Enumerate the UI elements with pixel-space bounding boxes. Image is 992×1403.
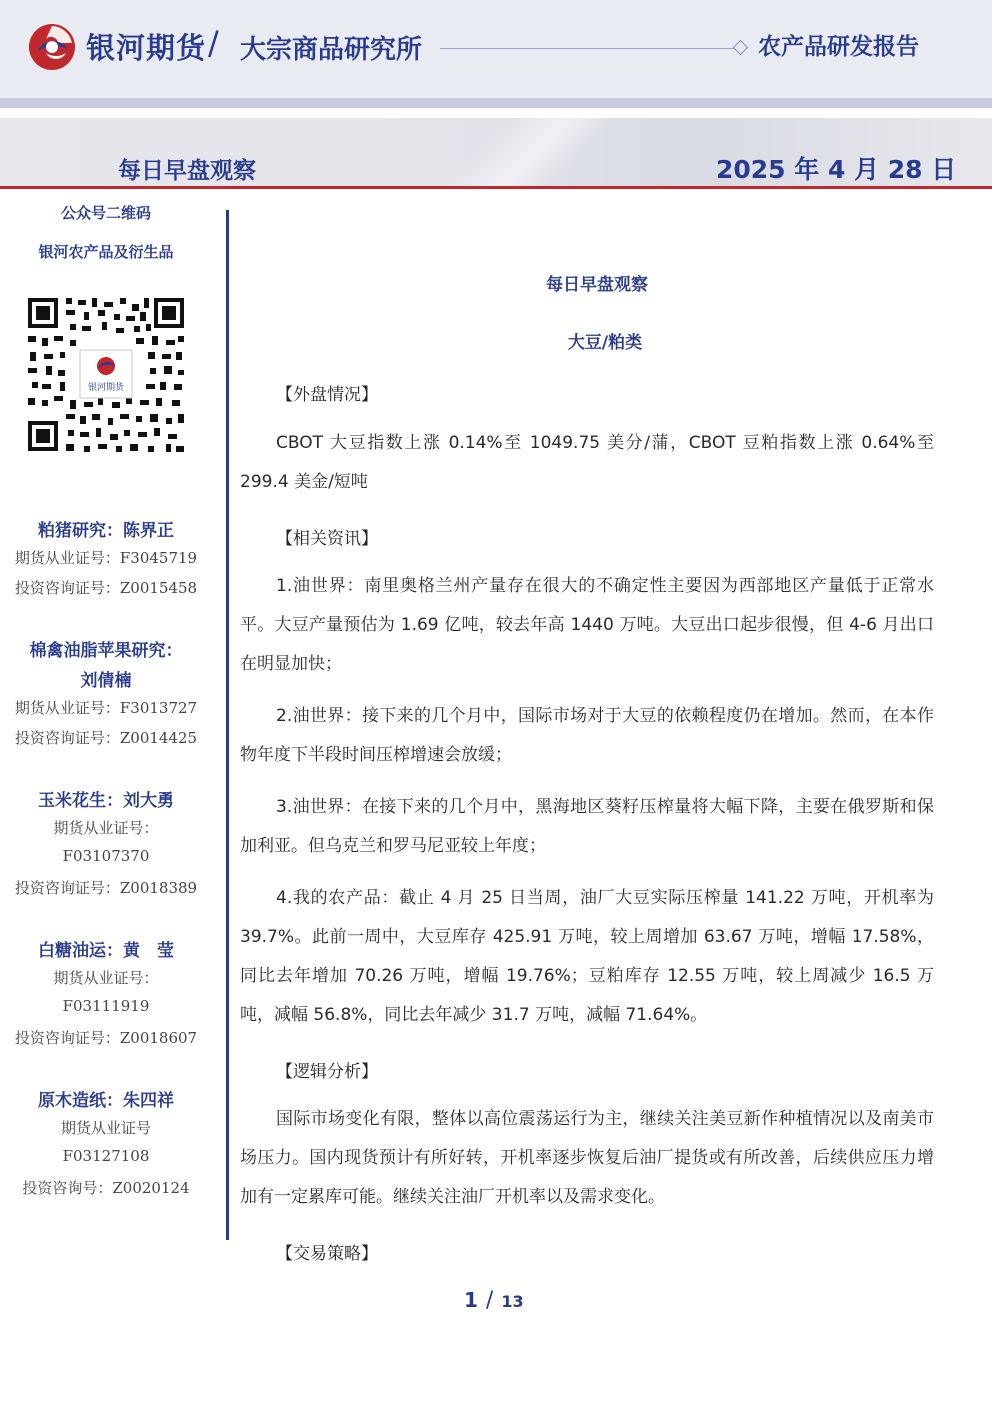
analyst-cert: 期货从业证号：F3013727 — [14, 699, 198, 717]
qr-label: 公众号二维码 — [60, 204, 151, 222]
paragraph-news-4: 4.我的农产品：截止 4 月 25 日当周，油厂大豆实际压榨量 141.22 万吨，开机率为 39.7%。此前一周中，大豆库存 425.91 万吨，较上周增加 63.67 万吨，增幅 17.58%，同比去年增加 70.26 万吨，增幅 19.76%；豆粕库存 12.55 万吨，较上周减少 16.5 万吨，减幅 56.8%，同比去年减少 31.7 万吨，减幅 71.64%。 — [240, 888, 934, 1025]
sidebar-divider — [226, 210, 229, 1240]
institute-name: 大宗商品研究所 — [240, 35, 423, 65]
analyst-cert: 投资咨询证号：Z0014425 — [14, 729, 198, 747]
section-heading-overseas: 【外盘情况】 — [276, 385, 378, 405]
page-total: 13 — [501, 1292, 524, 1311]
analyst-cert: 期货从业证号： — [53, 969, 159, 987]
page-current: 1 — [464, 1288, 478, 1312]
paragraph-news-1: 1.油世界：南里奥格兰州产量存在很大的不确定性主要因为西部地区产量低于正常水平。大豆产量预估为 1.69 亿吨，较去年高 1440 万吨。大豆出口起步很慢，但 4-6 月出口在明显加快； — [240, 576, 934, 674]
analyst-cert: F03107370 — [62, 847, 150, 865]
commodity-subheading: 大豆/粕类 — [567, 333, 643, 353]
page-separator: / — [485, 1288, 494, 1313]
header-stripe — [0, 98, 992, 108]
paragraph-logic: 国际市场变化有限，整体以高位震荡运行为主，继续关注美豆新作种植情况以及南美市场压力。国内现货预计有所好转，开机率逐步恢复后油厂提货或有所改善，后续供应压力增加有一定累库可能。继续关注油厂开机率以及需求变化。 — [240, 1109, 934, 1207]
analyst-heading: 棉禽油脂苹果研究： — [29, 641, 183, 661]
main-heading: 每日早盘观察 — [546, 275, 648, 295]
analyst-cert: 投资咨询号：Z0020124 — [22, 1179, 190, 1197]
analyst-cert: 期货从业证号： — [53, 819, 159, 837]
analyst-cert: 投资咨询证号：Z0018389 — [14, 879, 198, 897]
qr-center-text: 银河期货 — [87, 383, 125, 393]
analyst-cert: F03127108 — [62, 1147, 150, 1165]
qr-account-name: 银河农产品及衍生品 — [38, 243, 174, 261]
analyst-heading: 刘倩楠 — [80, 671, 132, 691]
qr-code-icon — [26, 296, 186, 453]
analyst-heading: 玉米花生：刘大勇 — [38, 791, 174, 811]
galaxy-logo-icon — [28, 23, 76, 71]
analyst-heading: 白糖油运：黄 莹 — [38, 941, 174, 961]
analyst-heading: 原木造纸：朱四祥 — [38, 1091, 174, 1111]
analyst-cert: 期货从业证号：F3045719 — [14, 549, 198, 567]
report-type: 农产品研发报告 — [758, 34, 919, 60]
header-rule — [440, 48, 734, 49]
brand-slash: / — [208, 24, 219, 62]
paragraph-news-2: 2.油世界：接下来的几个月中，国际市场对于大豆的依赖程度仍在增加。然而，在本作物年度下半段时间压榨增速会放缓； — [240, 706, 934, 765]
analyst-cert: 投资咨询证号：Z0018607 — [14, 1029, 198, 1047]
title-red-line — [0, 186, 992, 189]
report-date: 2025 年 4 月 28 日 — [716, 155, 957, 184]
brand-name: 银河期货 — [86, 31, 207, 65]
analyst-heading: 粕猪研究：陈界正 — [38, 521, 174, 541]
section-heading-news: 【相关资讯】 — [276, 529, 378, 549]
section-heading-strategy: 【交易策略】 — [276, 1244, 378, 1264]
paragraph-overseas: CBOT 大豆指数上涨 0.14%至 1049.75 美分/蒲，CBOT 豆粕指数上涨 0.64%至 299.4 美金/短吨 — [240, 433, 934, 492]
page-number — [464, 1288, 524, 1313]
section-heading-logic: 【逻辑分析】 — [276, 1062, 378, 1082]
analyst-cert: 投资咨询证号：Z0015458 — [14, 579, 198, 597]
analyst-cert: F03111919 — [62, 997, 150, 1015]
header-gap — [0, 108, 992, 118]
analyst-cert: 期货从业证号 — [60, 1119, 151, 1137]
report-title: 每日早盘观察 — [118, 158, 256, 184]
paragraph-news-3: 3.油世界：在接下来的几个月中，黑海地区葵籽压榨量将大幅下降，主要在俄罗斯和保加利亚。但乌克兰和罗马尼亚较上年度； — [240, 797, 934, 856]
